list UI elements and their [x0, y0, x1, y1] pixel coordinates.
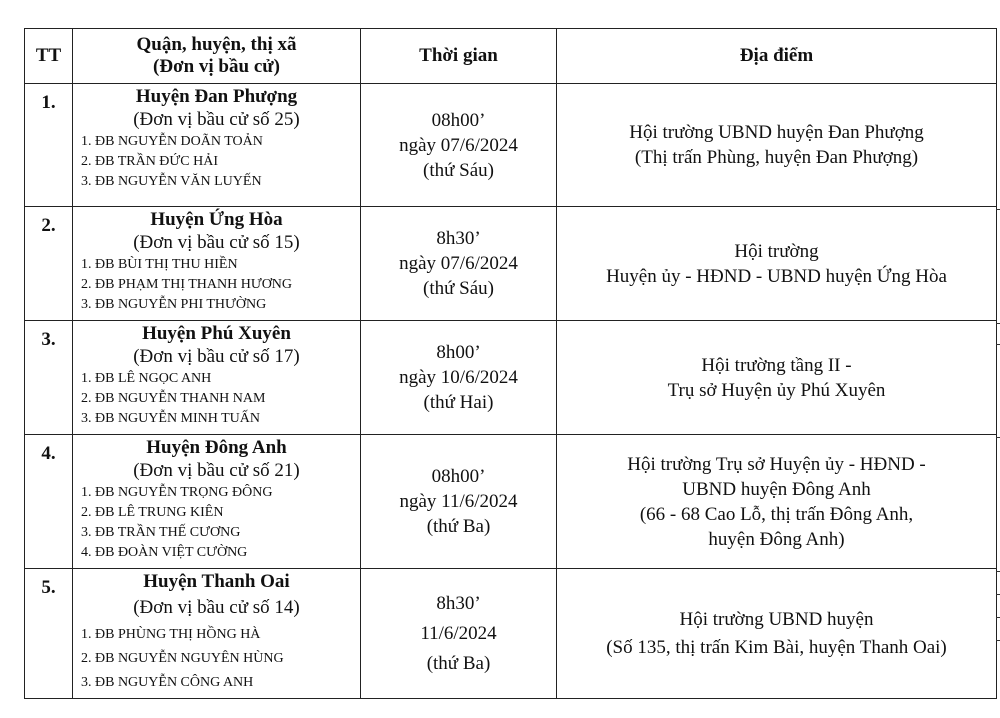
place-line: Hội trường UBND huyện	[679, 608, 874, 630]
delegate: 3. ĐB NGUYỄN PHI THƯỜNG	[81, 297, 267, 312]
place-line: (Số 135, thị trấn Kim Bài, huyện Thanh Oai)	[606, 636, 947, 658]
delegate: 1. ĐB PHÙNG THỊ HỒNG HÀ	[81, 627, 261, 642]
delegate: 3. ĐB NGUYỄN MINH TUẤN	[81, 411, 261, 426]
delegate: 2. ĐB TRẦN ĐỨC HẢI	[81, 154, 218, 169]
time-cell	[361, 321, 557, 435]
electoral-unit: (Đơn vị bầu cử số 15)	[133, 232, 300, 253]
schedule-table	[24, 28, 997, 699]
place-line: Hội trường	[734, 240, 819, 262]
delegate: 2. ĐB NGUYỄN THANH NAM	[81, 391, 266, 406]
electoral-unit: (Đơn vị bầu cử số 17)	[133, 346, 300, 367]
place-cell	[557, 569, 997, 699]
electoral-unit: (Đơn vị bầu cử số 21)	[133, 460, 300, 481]
header-row	[25, 29, 997, 84]
place-cell	[557, 321, 997, 435]
row-number: 2.	[25, 207, 73, 321]
electoral-unit: (Đơn vị bầu cử số 14)	[133, 597, 300, 618]
place-line: Hội trường Trụ sở Huyện ủy - HĐND -	[627, 453, 926, 475]
time-weekday: (thứ Ba)	[426, 652, 491, 674]
place-line: huyện Đông Anh)	[708, 528, 845, 550]
row-number: 5.	[25, 569, 73, 699]
table-row	[25, 207, 997, 321]
time-hour: 8h30’	[436, 228, 481, 249]
district-name: Huyện Thanh Oai	[143, 571, 290, 592]
place-cell	[557, 84, 997, 207]
time-weekday: (thứ Hai)	[423, 392, 494, 413]
time-weekday: (thứ Sáu)	[423, 159, 494, 181]
district-name: Huyện Đan Phượng	[135, 86, 298, 107]
header-tt: TT	[25, 29, 73, 84]
table-row	[25, 435, 997, 569]
delegate: 1. ĐB NGUYỄN DOÃN TOẢN	[81, 134, 263, 149]
delegate: 1. ĐB LÊ NGỌC ANH	[81, 371, 212, 386]
delegate: 1. ĐB NGUYỄN TRỌNG ĐÔNG	[81, 485, 273, 500]
delegate: 3. ĐB NGUYỄN VĂN LUYẾN	[81, 174, 262, 189]
delegate: 2. ĐB LÊ TRUNG KIÊN	[81, 505, 224, 520]
time-cell	[361, 435, 557, 569]
time-weekday: (thứ Sáu)	[423, 278, 494, 299]
place-cell	[557, 207, 997, 321]
district-cell	[73, 321, 361, 435]
electoral-unit: (Đơn vị bầu cử số 25)	[133, 109, 300, 130]
time-hour: 08h00’	[431, 466, 486, 487]
district-name: Huyện Phú Xuyên	[142, 323, 291, 344]
delegate: 2. ĐB NGUYỄN NGUYÊN HÙNG	[81, 651, 284, 666]
time-cell	[361, 84, 557, 207]
header-district-line2: (Đơn vị bầu cử)	[153, 56, 280, 77]
place-line: (Thị trấn Phùng, huyện Đan Phượng)	[634, 147, 919, 168]
edge-mark	[996, 617, 1000, 618]
table-row	[25, 84, 997, 207]
table-row	[25, 569, 997, 699]
edge-mark	[996, 437, 1000, 438]
header-time: Thời gian	[361, 29, 557, 84]
row-number: 3.	[25, 321, 73, 435]
district-name: Huyện Ứng Hòa	[150, 209, 283, 230]
delegate: 3. ĐB NGUYỄN CÔNG ANH	[81, 675, 254, 690]
edge-mark	[996, 640, 1000, 641]
edge-mark	[996, 209, 1000, 210]
district-cell	[73, 84, 361, 207]
table-row	[25, 321, 997, 435]
delegate: 2. ĐB PHẠM THỊ THANH HƯƠNG	[81, 277, 293, 292]
place-cell	[557, 435, 997, 569]
edge-mark	[996, 323, 1000, 324]
edge-mark	[996, 344, 1000, 345]
time-date: ngày 10/6/2024	[399, 367, 518, 388]
time-date: ngày 11/6/2024	[399, 491, 518, 512]
place-line: UBND huyện Đông Anh	[682, 478, 871, 500]
district-name: Huyện Đông Anh	[146, 437, 287, 458]
place-line: Huyện ủy - HĐND - UBND huyện Ứng Hòa	[606, 265, 947, 287]
place-line: Hội trường UBND huyện Đan Phượng	[629, 122, 924, 143]
edge-mark	[996, 571, 1000, 572]
time-hour: 08h00’	[431, 109, 486, 131]
district-cell	[73, 569, 361, 699]
place-line: Trụ sở Huyện ủy Phú Xuyên	[667, 379, 886, 401]
header-place: Địa điểm	[557, 29, 997, 84]
time-date: ngày 07/6/2024	[399, 134, 518, 156]
place-line: Hội trường tầng II -	[701, 354, 852, 376]
time-cell	[361, 569, 557, 699]
delegate: 3. ĐB TRẦN THẾ CƯƠNG	[81, 525, 241, 540]
header-district-line1: Quận, huyện, thị xã	[136, 34, 297, 55]
place-line: (66 - 68 Cao Lỗ, thị trấn Đông Anh,	[639, 503, 914, 525]
time-weekday: (thứ Ba)	[426, 516, 491, 537]
header-district	[73, 29, 361, 84]
district-cell	[73, 435, 361, 569]
delegate: 1. ĐB BÙI THỊ THU HIỀN	[81, 257, 238, 272]
delegate: 4. ĐB ĐOÀN VIỆT CƯỜNG	[81, 545, 248, 560]
time-hour: 8h00’	[436, 342, 481, 363]
district-cell	[73, 207, 361, 321]
time-date: 11/6/2024	[420, 622, 497, 644]
row-number: 1.	[25, 84, 73, 207]
time-date: ngày 07/6/2024	[399, 253, 518, 274]
time-cell	[361, 207, 557, 321]
time-hour: 8h30’	[436, 592, 481, 614]
edge-mark	[996, 594, 1000, 595]
row-number: 4.	[25, 435, 73, 569]
